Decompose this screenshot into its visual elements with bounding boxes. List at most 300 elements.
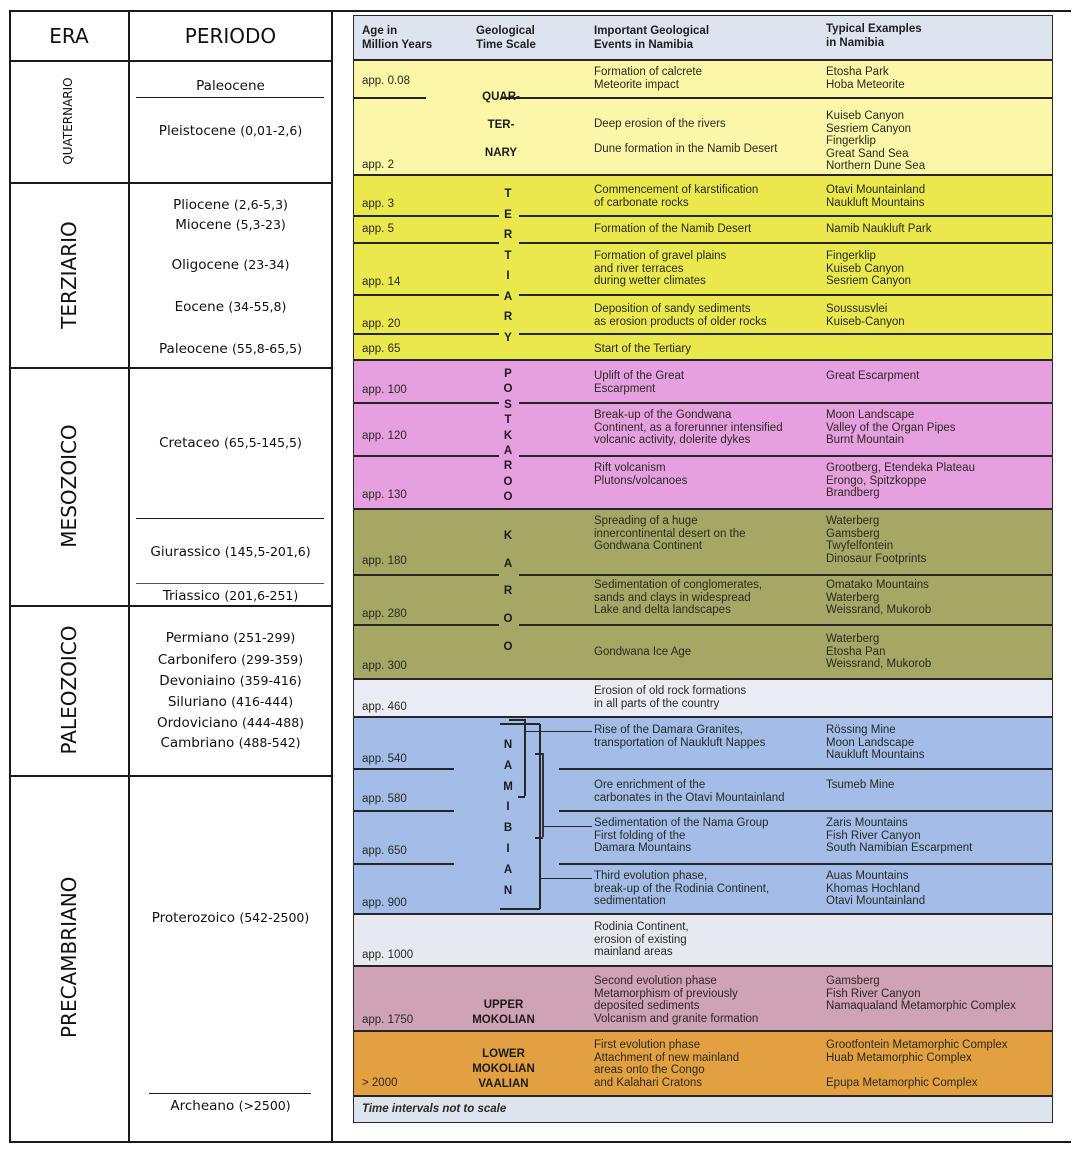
period-divider <box>136 518 324 519</box>
row-separator <box>559 863 1052 865</box>
row-separator <box>354 574 499 576</box>
scale-letter: O <box>503 383 513 396</box>
band-separator <box>354 678 1052 680</box>
band-separator <box>354 59 1052 61</box>
example-line: Sesriem Canyon <box>826 122 912 135</box>
scale-letter: A <box>503 444 513 457</box>
scale-lower-mokolian <box>456 1047 551 1092</box>
example-line: Epupa Metamorphic Complex <box>826 1076 978 1089</box>
period-range: (488-542) <box>238 735 301 750</box>
row-separator <box>559 810 1052 812</box>
scale-letter: B <box>503 822 513 835</box>
age-cell: app. 14 <box>362 276 401 288</box>
event-line: during wetter climates <box>594 275 706 288</box>
period-range: (0,01-2,6) <box>240 123 303 138</box>
scale-tertiary <box>494 184 522 348</box>
example-line: Omatako Mountains <box>826 579 929 591</box>
event-line: Deep erosion of the rivers <box>594 118 726 130</box>
row-separator <box>354 242 499 244</box>
scale-letter: K <box>503 530 513 542</box>
example-line: Waterberg <box>826 591 880 604</box>
example-line: Otavi Mountainland <box>826 184 926 196</box>
period-item <box>130 1098 331 1114</box>
event-line: First folding of the <box>594 829 686 842</box>
scale-letter: A <box>503 557 513 570</box>
scale-label: VAALIAN <box>478 1078 529 1090</box>
scale-letter: R <box>503 229 513 241</box>
band-rodinia <box>354 914 1052 966</box>
row-separator <box>519 215 1052 217</box>
table-border-top <box>9 10 1071 12</box>
period-divider <box>136 583 324 584</box>
event-line: carbonates in the Otavi Mountainland <box>594 791 785 804</box>
band-separator <box>354 1095 1052 1097</box>
example-line: South Namibian Escarpment <box>826 842 973 855</box>
example-line: Rössing Mine <box>826 724 896 736</box>
period-label: Giurassico <box>150 544 221 560</box>
event-line: Attachment of new mainland <box>594 1051 740 1064</box>
scale-karoo <box>494 523 522 661</box>
example-line: Grootfontein Metamorphic Complex <box>826 1039 1008 1051</box>
event-line: and river terraces <box>594 262 684 275</box>
table-border-left <box>9 10 11 1142</box>
band-separator <box>354 965 1052 967</box>
events-cell <box>594 724 765 749</box>
example-line: Zaris Mountains <box>826 817 908 829</box>
age-cell: app. 0.08 <box>362 75 410 87</box>
example-line: Northern Dune Sea <box>826 160 926 173</box>
period-label: Permiano <box>165 630 229 646</box>
scale-label: UPPER <box>483 999 524 1011</box>
era-quaternario: QUATERNARIO <box>61 77 75 165</box>
event-line: Erosion of old rock formations <box>594 685 747 697</box>
period-range: (5,3-23) <box>235 217 286 232</box>
event-line <box>594 131 777 143</box>
event-line: deposited sediments <box>594 1000 700 1013</box>
period-range: (542-2500) <box>239 910 310 925</box>
event-line: as erosion products of older rocks <box>594 315 767 328</box>
example-line: Dinosaur Footprints <box>826 552 927 565</box>
row-separator <box>519 402 1052 404</box>
row-separator <box>519 455 1052 457</box>
event-line: Continent, as a forerunner intensified <box>594 421 783 434</box>
scale-letter: T <box>504 249 512 262</box>
events-cell <box>594 184 758 209</box>
age-cell: app. 120 <box>362 430 407 442</box>
age-cell: app. 100 <box>362 384 407 396</box>
events-cell <box>594 462 687 487</box>
example-line: Etosha Pan <box>826 645 886 658</box>
row-divider <box>9 367 332 369</box>
event-line: Plutons/volcanoes <box>594 474 688 487</box>
example-line: Weissrand, Mukorob <box>826 658 932 671</box>
header-line: Events in Namibia <box>594 39 694 51</box>
period-item <box>130 694 331 710</box>
example-line: Fish River Canyon <box>826 829 921 842</box>
age-cell: app. 1000 <box>362 949 414 961</box>
row-divider <box>9 605 332 607</box>
event-line: Second evolution phase <box>594 975 717 987</box>
period-range: (23-34) <box>243 257 290 272</box>
age-cell: app. 5 <box>362 223 394 235</box>
row-separator <box>354 810 454 812</box>
row-separator <box>519 242 1052 244</box>
events-cell <box>594 118 777 156</box>
events-cell <box>594 779 785 804</box>
header-line: Typical Examples <box>826 23 922 35</box>
example-line: Auas Mountains <box>826 870 909 882</box>
period-item <box>130 910 331 926</box>
example-line: Gamsberg <box>826 527 880 540</box>
period-item <box>130 341 331 357</box>
scale-letter: T <box>504 414 512 427</box>
period-range: (251-299) <box>233 630 296 645</box>
event-line: in all parts of the country <box>594 697 720 710</box>
event-line: Rodinia Continent, <box>594 921 689 933</box>
scale-letter: E <box>504 208 512 221</box>
scale-namibian <box>494 735 522 901</box>
examples-cell <box>826 110 925 173</box>
period-item <box>130 78 331 94</box>
events-cell <box>594 66 702 91</box>
scale-letter: R <box>503 460 513 473</box>
examples-cell <box>826 1039 1008 1089</box>
period-label: Devoniaino <box>159 673 236 689</box>
period-label: Oligocene <box>171 257 240 273</box>
period-label: Siluriano <box>167 694 227 710</box>
event-line: and Kalahari Cratons <box>594 1076 703 1089</box>
era-paleozoico: PALEOZOICO <box>57 625 81 755</box>
scale-upper-mokolian <box>456 998 551 1028</box>
row-separator <box>354 97 426 99</box>
event-line: sedimentation <box>594 895 666 908</box>
scale-letter: P <box>504 368 512 380</box>
scale-letter: A <box>503 759 513 772</box>
example-line: Namaqualand Metamorphic Complex <box>826 1000 1016 1013</box>
period-item <box>130 588 331 604</box>
age-cell: app. 2 <box>362 159 394 171</box>
period-item <box>130 123 331 139</box>
event-line: Metamorphism of previously <box>594 987 738 1000</box>
event-line: mainland areas <box>594 946 673 959</box>
period-item <box>130 435 331 451</box>
row-separator <box>501 97 1052 99</box>
period-range: (359-416) <box>239 673 302 688</box>
era-terziario: TERZIARIO <box>57 221 81 329</box>
period-item <box>130 257 331 273</box>
event-line: areas onto the Congo <box>594 1064 705 1077</box>
event-line: transportation of Naukluft Nappes <box>594 736 766 749</box>
scale-letter: R <box>503 585 513 598</box>
scale-label: TER- <box>487 119 515 131</box>
example-line: Huab Metamorphic Complex <box>826 1051 972 1064</box>
example-line: Otavi Mountainland <box>826 895 926 908</box>
age-cell: app. 180 <box>362 555 407 567</box>
event-line: Rift volcanism <box>594 462 666 474</box>
events-cell <box>594 370 684 395</box>
header-line: in Namibia <box>826 37 885 49</box>
event-line: Dune formation in the Namib Desert <box>594 143 778 155</box>
age-cell: > 2000 <box>362 1077 398 1089</box>
event-line: innercontinental desert on the <box>594 527 746 540</box>
example-line: Great Escarpment <box>826 370 920 382</box>
scale-letter: I <box>506 801 510 814</box>
era-header: ERA <box>49 24 89 48</box>
period-divider <box>149 1093 311 1094</box>
examples-cell <box>826 370 919 383</box>
header-line: Time Scale <box>476 39 536 51</box>
row-separator <box>519 333 1052 335</box>
events-cell <box>594 515 746 553</box>
event-line: Formation of calcrete <box>594 66 703 78</box>
age-cell: app. 650 <box>362 845 407 857</box>
events-cell <box>594 817 769 855</box>
event-line: Gondwana Continent <box>594 540 703 553</box>
period-item <box>130 197 331 213</box>
scale-letter: M <box>503 780 513 793</box>
period-label: Cambriano <box>160 735 235 751</box>
period-item <box>130 299 331 315</box>
scale-quaternary <box>466 83 536 167</box>
example-line: Weissrand, Mukorob <box>826 604 932 617</box>
examples-cell <box>826 724 924 762</box>
events-cell <box>594 409 783 447</box>
event-line: erosion of existing <box>594 933 687 946</box>
events-cell <box>594 579 762 617</box>
period-item <box>130 673 331 689</box>
scale-label: QUAR- <box>482 91 520 103</box>
period-range: (65,5-145,5) <box>223 435 302 450</box>
example-line: Fish River Canyon <box>826 987 921 1000</box>
scale-label: MOKOLIAN <box>472 1063 535 1075</box>
row-separator <box>354 215 499 217</box>
scale-letter: I <box>506 842 510 855</box>
event-line: break-up of the Rodinia Continent, <box>594 882 770 895</box>
events-cell <box>594 685 746 710</box>
period-label: Eocene <box>174 299 225 315</box>
scale-letter: O <box>503 475 513 488</box>
example-line: Naukluft Mountains <box>826 196 925 209</box>
example-line: Fingerklip <box>826 250 876 262</box>
examples-cell <box>826 633 931 671</box>
row-separator <box>519 574 1052 576</box>
header-line: Million Years <box>362 39 433 51</box>
event-line: First evolution phase <box>594 1039 701 1051</box>
example-line: Twyfelfontein <box>826 540 894 553</box>
period-range: (>2500) <box>238 1098 291 1113</box>
age-cell: app. 1750 <box>362 1014 414 1026</box>
example-line: Kuiseb-Canyon <box>826 315 905 328</box>
period-label: Pliocene <box>173 197 230 213</box>
example-line: Waterberg <box>826 515 880 527</box>
row-separator <box>354 294 499 296</box>
example-line: Khomas Hochland <box>826 882 920 895</box>
examples-cell <box>826 223 931 236</box>
event-line: Damara Mountains <box>594 842 692 855</box>
scale-letter: K <box>503 429 513 442</box>
period-label: Carbonifero <box>157 652 237 668</box>
event-line: Sedimentation of conglomerates, <box>594 579 763 591</box>
event-line: Escarpment <box>594 382 656 395</box>
scale-letter: O <box>503 491 513 504</box>
event-line: Meteorite impact <box>594 78 680 91</box>
scale-letter: R <box>503 311 513 323</box>
scale-letter: O <box>503 640 513 653</box>
event-line: Formation of gravel plains <box>594 250 727 262</box>
example-line: Erongo, Spitzkoppe <box>826 474 927 487</box>
age-cell: app. 580 <box>362 793 407 805</box>
example-line: Naukluft Mountains <box>826 749 925 762</box>
header-age <box>362 24 432 52</box>
band-separator <box>354 716 1052 718</box>
period-item <box>130 630 331 646</box>
scale-letter: A <box>503 290 513 303</box>
footer-note: Time intervals not to scale <box>362 1103 507 1115</box>
row-separator <box>559 768 1052 770</box>
period-item <box>130 735 331 751</box>
row-separator <box>354 333 499 335</box>
header-events <box>594 24 709 52</box>
period-range: (201,6-251) <box>224 588 299 603</box>
row-separator <box>354 455 499 457</box>
event-line: sands and clays in widespread <box>594 591 751 604</box>
period-item <box>130 544 331 560</box>
namibia-geology-chart <box>353 15 1053 1123</box>
scale-letter: S <box>504 398 512 411</box>
examples-cell <box>826 184 925 209</box>
scale-letter: N <box>503 884 513 897</box>
events-cell <box>594 303 767 328</box>
header-line: Geological <box>476 25 535 37</box>
event-line: Formation of the Namib Desert <box>594 223 752 235</box>
events-cell <box>594 975 758 1025</box>
example-line: Valley of the Organ Pipes <box>826 421 956 434</box>
period-item <box>130 652 331 668</box>
row-separator <box>354 863 454 865</box>
events-cell <box>594 921 689 959</box>
period-label: Miocene <box>175 217 232 233</box>
period-label: Cretaceo <box>159 435 220 451</box>
table-divider-era <box>128 10 130 1142</box>
event-line: Lake and delta landscapes <box>594 604 731 617</box>
event-line: Sedimentation of the Nama Group <box>594 817 769 829</box>
event-line: Volcanism and granite formation <box>594 1012 759 1025</box>
examples-cell <box>826 250 911 288</box>
event-line: Gondwana Ice Age <box>594 646 692 658</box>
scale-letter: O <box>503 613 513 626</box>
age-cell: app. 3 <box>362 198 394 210</box>
events-cell <box>594 870 769 908</box>
example-line: Tsumeb Mine <box>826 779 895 791</box>
row-divider <box>9 60 332 62</box>
period-label: Archeano <box>170 1098 235 1114</box>
age-cell: app. 130 <box>362 489 407 501</box>
example-line: Etosha Park <box>826 66 889 78</box>
scale-letter: A <box>503 863 513 876</box>
header-scale <box>476 24 536 52</box>
period-range: (299-359) <box>241 652 304 667</box>
period-range: (34-55,8) <box>228 299 287 314</box>
example-line: Soussusvlei <box>826 303 888 315</box>
event-line: Rise of the Damara Granites, <box>594 724 743 736</box>
example-line: Sesriem Canyon <box>826 275 912 288</box>
period-range: (145,5-201,6) <box>224 544 311 559</box>
period-label: Triassico <box>162 588 221 604</box>
era-mesozoico: MESOZOICO <box>57 424 81 548</box>
period-range: (416-444) <box>231 694 294 709</box>
events-cell <box>594 646 691 659</box>
example-line: Great Sand Sea <box>826 147 909 160</box>
row-separator <box>519 624 1052 626</box>
age-cell: app. 20 <box>362 318 401 330</box>
band-separator <box>354 174 1052 176</box>
example-line: Namib Naukluft Park <box>826 223 932 235</box>
age-cell: app. 460 <box>362 701 407 713</box>
period-label: Paleocene <box>196 78 265 94</box>
age-cell: app. 65 <box>362 343 401 355</box>
example-line: Hoba Meteorite <box>826 78 905 91</box>
events-cell <box>594 1039 739 1089</box>
period-range: (444-488) <box>242 715 305 730</box>
example-line: Gamsberg <box>826 975 880 987</box>
example-line: Burnt Mountain <box>826 434 904 447</box>
header-line: Age in <box>362 25 398 37</box>
period-divider <box>136 97 324 98</box>
period-label: Proterozoico <box>151 910 236 926</box>
example-line <box>826 1064 1008 1077</box>
band-separator <box>354 359 1052 361</box>
row-separator <box>519 294 1052 296</box>
scale-label: NARY <box>484 147 518 159</box>
event-line: Deposition of sandy sediments <box>594 303 751 315</box>
scale-letter: N <box>503 739 513 751</box>
event-line: Commencement of karstification <box>594 184 759 196</box>
event-line: volcanic activity, dolerite dykes <box>594 434 751 447</box>
example-line: Grootberg, Etendeka Plateau <box>826 462 975 474</box>
period-item <box>130 217 331 233</box>
example-line: Kuiseb Canyon <box>826 110 904 122</box>
period-label: Paleocene <box>159 341 228 357</box>
event-line: Ore enrichment of the <box>594 779 706 791</box>
band-separator <box>354 1030 1052 1032</box>
age-cell: app. 900 <box>362 897 407 909</box>
examples-cell <box>826 779 894 792</box>
examples-cell <box>826 66 905 91</box>
event-line: Uplift of the Great <box>594 370 685 382</box>
age-cell: app. 540 <box>362 753 407 765</box>
table-border-bottom <box>9 1141 1071 1143</box>
band-separator <box>354 913 1052 915</box>
example-line: Kuiseb Canyon <box>826 262 904 275</box>
example-line: Brandberg <box>826 487 880 500</box>
row-divider <box>9 182 332 184</box>
age-cell: app. 300 <box>362 660 407 672</box>
scale-letter: I <box>506 270 510 282</box>
period-item <box>130 715 331 731</box>
examples-cell <box>826 409 956 447</box>
examples-cell <box>826 462 975 500</box>
examples-cell <box>826 579 931 617</box>
row-separator <box>354 768 454 770</box>
events-cell <box>594 223 751 236</box>
band-separator <box>354 508 1052 510</box>
examples-cell <box>826 975 1016 1013</box>
row-separator <box>354 624 499 626</box>
table-divider-periodo <box>331 10 333 1142</box>
event-line: Break-up of the Gondwana <box>594 409 732 421</box>
event-line: Start of the Tertiary <box>594 343 691 355</box>
era-precambriano: PRECAMBRIANO <box>57 876 81 1038</box>
